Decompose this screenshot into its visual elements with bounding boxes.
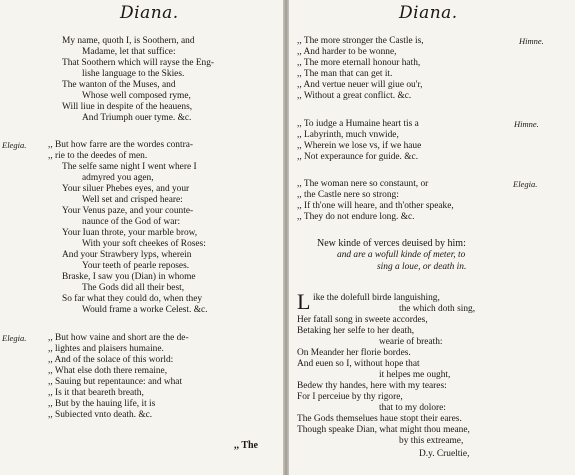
section-title: and are a wofull kinde of meter, to — [337, 250, 466, 260]
text-line: ,, To iudge a Humaine heart tis a — [297, 119, 419, 129]
text-line: that to my dolore: — [379, 403, 446, 413]
page-header: Diana. — [399, 3, 458, 23]
text-line: ike the dolefull birde languishing, — [313, 293, 440, 303]
text-line: The Gods did all their best, — [82, 283, 185, 293]
page-header: Diana. — [120, 3, 179, 23]
text-line: ,, Subiected vnto death. &c. — [48, 410, 153, 420]
text-line: ,, Without a great conflict. &c. — [297, 91, 412, 101]
text-line: ,, lightes and plaisers humaine. — [48, 344, 164, 354]
text-line: Your siluer Phebes eyes, and your — [62, 184, 190, 194]
text-line: ,, Not experaunce for guide. &c. — [297, 152, 419, 162]
text-line: ,, What else doth there remaine, — [48, 366, 168, 376]
text-line: And your Strawbery lyps, wherein — [62, 250, 192, 260]
text-line: wearie of breath: — [379, 337, 443, 347]
text-line: ,, The more eternall honour hath, — [297, 58, 421, 68]
text-line: admyred you agen, — [82, 173, 154, 183]
text-line: ,, And harder to be wonne, — [297, 47, 397, 57]
text-line: ,, the Castle nere so strong: — [297, 190, 399, 200]
section-title: sing a loue, or death in. — [377, 262, 467, 272]
text-line: ,, Sauing but repentaunce: and what — [48, 377, 183, 387]
text-line: the which doth sing, — [399, 304, 476, 314]
text-line: ,, The more stronger the Castle is, — [297, 36, 424, 46]
text-line: And Triumph ouer tyme. &c. — [82, 113, 192, 123]
text-line: Betaking her selfe to her death, — [297, 326, 415, 336]
signature-line: D.y. Crueltie, — [419, 449, 470, 459]
text-line: ,, And of the solace of this world: — [48, 355, 174, 365]
text-line: ,, But by the hauing life, it is — [48, 399, 156, 409]
text-line: Well set and crisped heare: — [82, 195, 183, 205]
text-line: That Soothern which will rayse the Eng- — [62, 58, 215, 68]
text-line: Her fatall song in sweete accordes, — [297, 315, 428, 325]
text-line: The Gods themselues haue stopt their eares. — [297, 414, 462, 424]
margin-note: Elegia. — [513, 179, 538, 189]
text-line: ,, And vertue neuer will giue ou'r, — [297, 80, 423, 90]
text-line: Though speake Dian, what might thou meane, — [297, 425, 470, 435]
text-line: Madame, let that suffice: — [82, 47, 176, 57]
text-line: On Meander her florie bordes. — [297, 348, 411, 358]
text-line: it helpes me ought, — [379, 370, 451, 380]
text-line: The selfe same night I went where I — [62, 162, 197, 172]
text-line: naunce of the God of war: — [82, 217, 181, 227]
right-page — [289, 0, 575, 475]
text-line: Your Iuan throte, your marble brow, — [62, 228, 198, 238]
text-line: lishe language to the Skies. — [82, 69, 185, 79]
catchword: ,, The — [234, 440, 258, 451]
text-line: ,, rie to the deedes of men. — [48, 151, 148, 161]
text-line: ,, Wherein we lose vs, if we haue — [297, 141, 422, 151]
text-line: For I perceiue by thy rigore, — [297, 392, 403, 402]
margin-note: Himne. — [514, 119, 539, 129]
text-line: ,, Labyrinth, much vnwide, — [297, 130, 399, 140]
drop-capital: L — [297, 289, 311, 314]
text-line: So far what they could do, when they — [62, 294, 203, 304]
text-line: ,, They do not endure long. &c. — [297, 212, 415, 222]
text-line: Your teeth of pearle reposes. — [82, 261, 190, 271]
text-line: Whose well composed ryme, — [82, 91, 191, 101]
text-line: ,, If th'one will heare, and th'other speake, — [297, 201, 454, 211]
section-title: New kinde of verces deuised by him: — [317, 238, 466, 249]
text-line: Braske, I saw you (Dian) in whome — [62, 272, 196, 282]
text-line: ,, The man that can get it. — [297, 69, 393, 79]
text-line: ,, But how farre are the wordes contra- — [48, 140, 193, 150]
text-line: ,, But how vaine and short are the de- — [48, 333, 189, 343]
text-line: And euen so I, without hope that — [297, 359, 420, 369]
left-page — [0, 0, 283, 475]
text-line: Would frame a worke Celest. &c. — [82, 305, 208, 315]
margin-note: Himne. — [519, 36, 544, 46]
text-line: With your soft cheekes of Roses: — [82, 239, 206, 249]
text-line: Bedew thy handes, here with my teares: — [297, 381, 447, 391]
text-line: ,, The woman nere so constaunt, or — [297, 179, 429, 189]
text-line: ,, Is it that beareth breath, — [48, 388, 144, 398]
margin-note: Elegia. — [2, 140, 27, 150]
text-line: by this extreame, — [399, 436, 464, 446]
text-line: Your Venus paze, and your counte- — [62, 206, 194, 216]
text-line: Will liue in despite of the heauens, — [62, 102, 193, 112]
text-line: The wanton of the Muses, and — [62, 80, 176, 90]
text-line: My name, quoth I, is Soothern, and — [62, 36, 195, 46]
margin-note: Elegia. — [2, 333, 27, 343]
